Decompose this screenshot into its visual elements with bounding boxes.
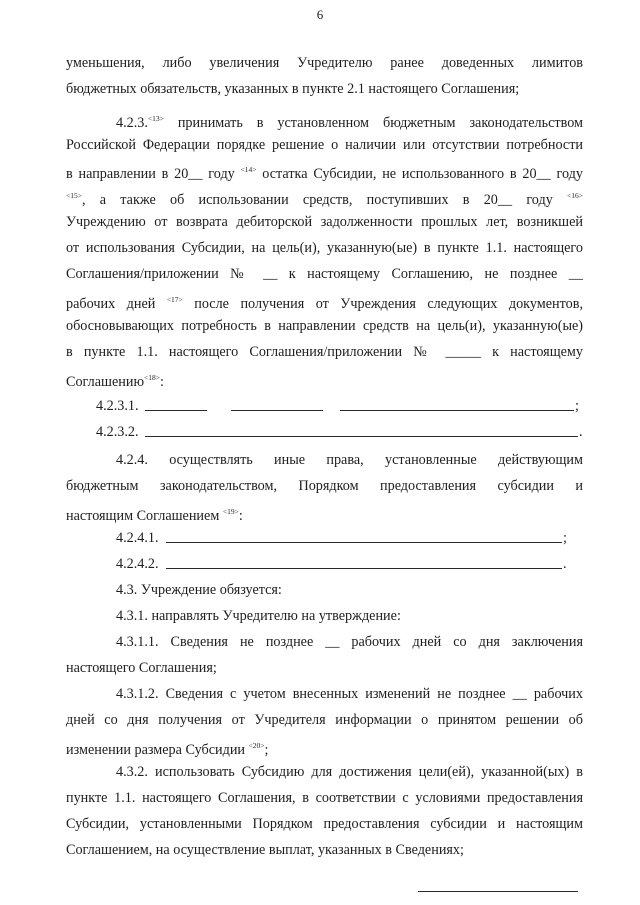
clause-4-2-4-line: 4.2.4. осуществлять иные права, установленные действующим [116, 452, 583, 468]
item-4-2-4-2-label: 4.2.4.2. [116, 556, 159, 572]
clause-4-2-3-line: Соглашению$^{<18>}$: [66, 373, 164, 390]
clause-4-3: 4.3. Учреждение обязуется: [116, 582, 282, 598]
footnote-ref: <16> [567, 191, 583, 200]
footnote-ref: <13> [147, 114, 164, 123]
footnote-ref: <18> [144, 373, 161, 382]
clause-4-3-1-2-line: дней со дня получения от Учредителя информации о принятом решении об [66, 712, 583, 728]
clause-4-3-2-line: Соглашением, на осуществление выплат, указанных в Сведениях; [66, 842, 464, 858]
clause-4-2-3-line: в направлении в 20__ году $^{<14>}$ остатка Субсидии, не использованного в 20__ году [66, 165, 583, 182]
fill-line [166, 542, 562, 543]
clause-4-2-3-line: Учреждению от возврата дебиторской задолженности прошлых лет, возникшей [66, 214, 583, 230]
item-4-2-3-1-end: ; [575, 398, 579, 414]
clause-4-2-3-line: Соглашения/приложении № __ к настоящему Соглашению, не позднее __ [66, 266, 583, 282]
footnote-ref: <15> [66, 191, 82, 200]
clause-4-3-1: 4.3.1. направлять Учредителю на утверждение: [116, 608, 401, 624]
fill-line [231, 410, 323, 411]
clause-4-2-4-line: настоящим Соглашением $^{<19>}$: [66, 507, 243, 524]
clause-4-2-3-line: в пункте 1.1. настоящего Соглашения/приложении № _____ к настоящему [66, 344, 583, 360]
item-4-2-3-1-label: 4.2.3.1. [96, 398, 139, 414]
clause-4-3-1-2-line: 4.3.1.2. Сведения с учетом внесенных изменений не позднее __ рабочих [116, 686, 583, 702]
footnote-ref: <20> [248, 741, 265, 750]
clause-4-3-1-2-line: изменении размера Субсидии $^{<20>}$; [66, 741, 269, 758]
clause-4-2-3-line: рабочих дней $^{<17>}$ после получения от Учреждения следующих документов, [66, 295, 583, 312]
clause-4-3-1-1-line: настоящего Соглашения; [66, 660, 217, 676]
fill-line [340, 410, 574, 411]
clause-4-3-2-line: 4.3.2. использовать Субсидию для достижения цели(ей), указанной(ых) в [116, 764, 583, 780]
item-4-2-4-1-label: 4.2.4.1. [116, 530, 159, 546]
item-4-2-4-2-end: . [563, 556, 567, 572]
clause-4-2-3-line: 4.2.3.$^{<13>}$ принимать в установленном бюджетным законодательством [116, 114, 583, 131]
clause-4-2-4-line: бюджетным законодательством, Порядком предоставления субсидии и [66, 478, 583, 494]
item-4-2-3-2-label: 4.2.3.2. [96, 424, 139, 440]
item-4-2-3-2-end: . [579, 424, 583, 440]
clause-4-2-3-line: Российской Федерации порядке решение о наличии или отсутствии потребности [66, 137, 583, 153]
clause-4-3-2-line: Субсидии, установленными Порядком предоставления субсидии и настоящим [66, 816, 583, 832]
item-4-2-4-1-end: ; [563, 530, 567, 546]
clause-4-2-3-line: от использования Субсидии, на цель(и), указанную(ые) в пункте 1.1. настоящего [66, 240, 583, 256]
clause-4-3-2-line: пункте 1.1. настоящего Соглашения, в соответствии с условиями предоставления [66, 790, 583, 806]
footnote-ref: <14> [240, 165, 257, 174]
clause-4-2-3-line: $^{<15>}$, а также об использовании средств, поступивших в 20__ году $^{<16>}$ [66, 191, 583, 208]
fill-line [145, 410, 207, 411]
footnote-ref: <17> [166, 295, 183, 304]
footer-rule [418, 891, 578, 892]
fill-line [145, 436, 578, 437]
clause-4-2-3-line: обосновывающих потребность в направлении средств на цель(и), указанную(ые) [66, 318, 583, 334]
page-number: 6 [316, 7, 324, 22]
clause-4-3-1-1-line: 4.3.1.1. Сведения не позднее __ рабочих дней со дня заключения [116, 634, 583, 650]
footnote-ref: <19> [222, 507, 239, 516]
fill-line [166, 568, 562, 569]
paragraph-line: бюджетных обязательств, указанных в пункте 2.1 настоящего Соглашения; [66, 81, 520, 97]
paragraph-line: уменьшения, либо увеличения Учредителю ранее доведенных лимитов [66, 55, 583, 71]
